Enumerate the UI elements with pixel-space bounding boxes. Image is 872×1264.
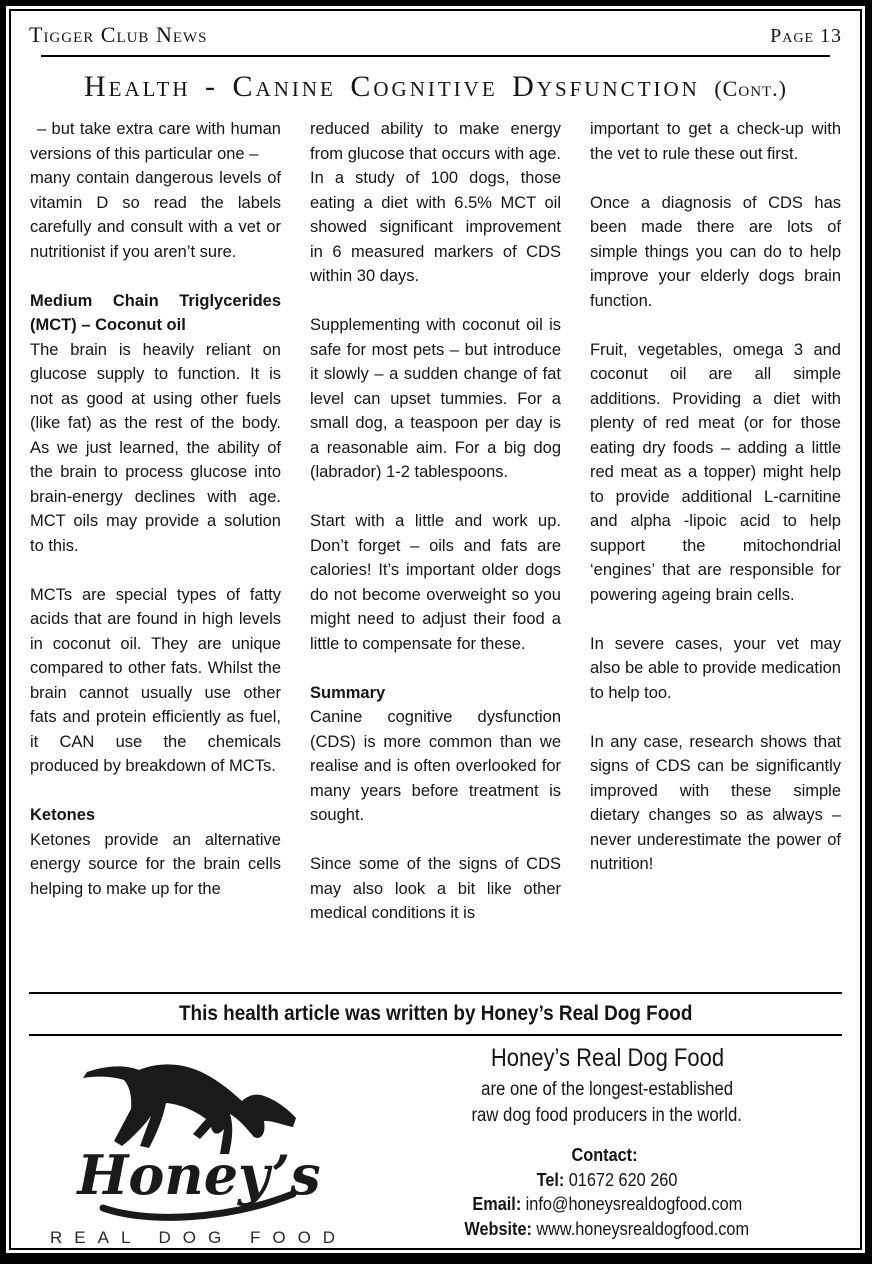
paragraph: MCTs are special types of fatty acids that are found in high levels in coconut oil. They are unique compared to other fats. Whilst the brain cannot usually use other fats and protein efficiently as fuel, it CAN use the chemicals produced by breakdown of MCTs.: [30, 585, 281, 775]
website-value: www.honeysrealdogfood.com: [536, 1217, 750, 1239]
article-title-text: Health - Canine Cognitive Dysfunction: [83, 70, 700, 103]
page-header: [27, 20, 844, 48]
article-title: [27, 70, 844, 104]
tel-value: 01672 620 260: [568, 1168, 678, 1190]
contact-label: Contact:: [571, 1144, 638, 1165]
logo-script-name: Honey’s: [76, 1143, 321, 1207]
honeys-logo-graphic: [65, 1046, 333, 1226]
honeys-logo: [27, 1042, 370, 1248]
pointer-dog-icon: [83, 1064, 296, 1154]
company-description-line2: raw dog food producers in the world.: [471, 1105, 743, 1126]
website-label: Website:: [464, 1217, 533, 1239]
article-column-2: [310, 117, 561, 992]
article-column-3: [590, 117, 841, 992]
paragraph: In any case, research shows that signs of CDS can be significantly improved with these simple dietary changes so as always – never underestimate the power of nutrition!: [590, 732, 841, 873]
paragraph: important to get a check-up with the vet to rule these out first.: [590, 120, 841, 163]
paragraph: Supplementing with coconut oil is safe for most pets – but introduce it slowly – a sudden change of fat level can upset tummies. For a small dog, a teaspoon per day is a reasonable aim. For a big dog (labrador) 1-2 tablespoons.: [310, 316, 561, 481]
paragraph: Fruit, vegetables, omega 3 and coconut oil are all simple additions. Providing a diet with plenty of red meat (or for those eating dry foods – adding a little red meat as a topper) might help to provide additional L-carnitine and alpha -lipoic acid to help support the mitochondrial ‘engines’ that are responsible for powering ageing brain cells.: [590, 340, 841, 604]
paragraph: Once a diagnosis of CDS has been made there are lots of simple things you can do to help improve your elderly dogs brain function.: [590, 193, 841, 310]
footer-byline: This health article was written by Honey’s Real Dog Food: [178, 1001, 693, 1025]
paragraph: Start with a little and work up. Don’t forget – oils and fats are calories! It’s important older dogs do not become overweight so you might need to adjust their food a little to compensate for these.: [310, 512, 561, 653]
email-label: Email:: [472, 1193, 522, 1214]
paragraph: Canine cognitive dysfunction (CDS) is more common than we realise and is often overlooked for many years before treatment is sought.: [310, 708, 561, 824]
section-heading: Ketones: [30, 806, 96, 824]
page-number: Page 13: [770, 25, 842, 47]
section-heading: Summary: [310, 683, 386, 702]
tel-label: Tel:: [536, 1168, 565, 1190]
paragraph: The brain is heavily reliant on glucose supply to function. It is not as good at using other fuels (like fat) as the rest of the body. As we just learned, the ability of the brain to process glucose into brain-energy declines with age. MCT oils may provide a solution to this.: [30, 340, 281, 555]
article-body: [27, 104, 844, 992]
paragraph: Since some of the signs of CDS may also look a bit like other medical conditions it is: [310, 855, 561, 922]
company-info: [370, 1042, 844, 1248]
paragraph: reduced ability to make energy from glucose that occurs with age. In a study of 100 dogs, those eating a diet with 6.5% MCT oil showed significant improvement in 6 measured markers of CDS within 30 days.: [310, 120, 561, 285]
header-divider: [41, 55, 830, 57]
article-column-1: [30, 117, 281, 992]
paragraph: In severe cases, your vet may also be able to provide medication to help too.: [590, 634, 841, 702]
footer-body: [27, 1036, 844, 1248]
page-inner-border: [9, 9, 862, 1250]
section-heading: Medium Chain Triglycerides (MCT) – Coconut oil: [30, 291, 281, 334]
paragraph: – but take extra care with human versions of this particular one –: [30, 120, 281, 163]
newsletter-title: Tigger Club News: [29, 22, 208, 47]
footer-byline-row: [27, 994, 844, 1034]
company-description-line1: are one of the longest-established: [481, 1079, 734, 1100]
email-value: info@honeysrealdogfood.com: [525, 1193, 742, 1214]
company-name: Honey’s Real Dog Food: [490, 1044, 724, 1072]
contact-block: [370, 1143, 844, 1241]
article-title-continuation: (Cont.): [714, 76, 788, 101]
paragraph: Ketones provide an alternative energy source for the brain cells helping to make up for the: [30, 830, 281, 898]
paragraph: many contain dangerous levels of vitamin D so read the labels carefully and consult with a vet or nutritionist if you aren’t sure.: [30, 169, 281, 261]
logo-tagline: REAL DOG FOOD: [50, 1228, 348, 1247]
